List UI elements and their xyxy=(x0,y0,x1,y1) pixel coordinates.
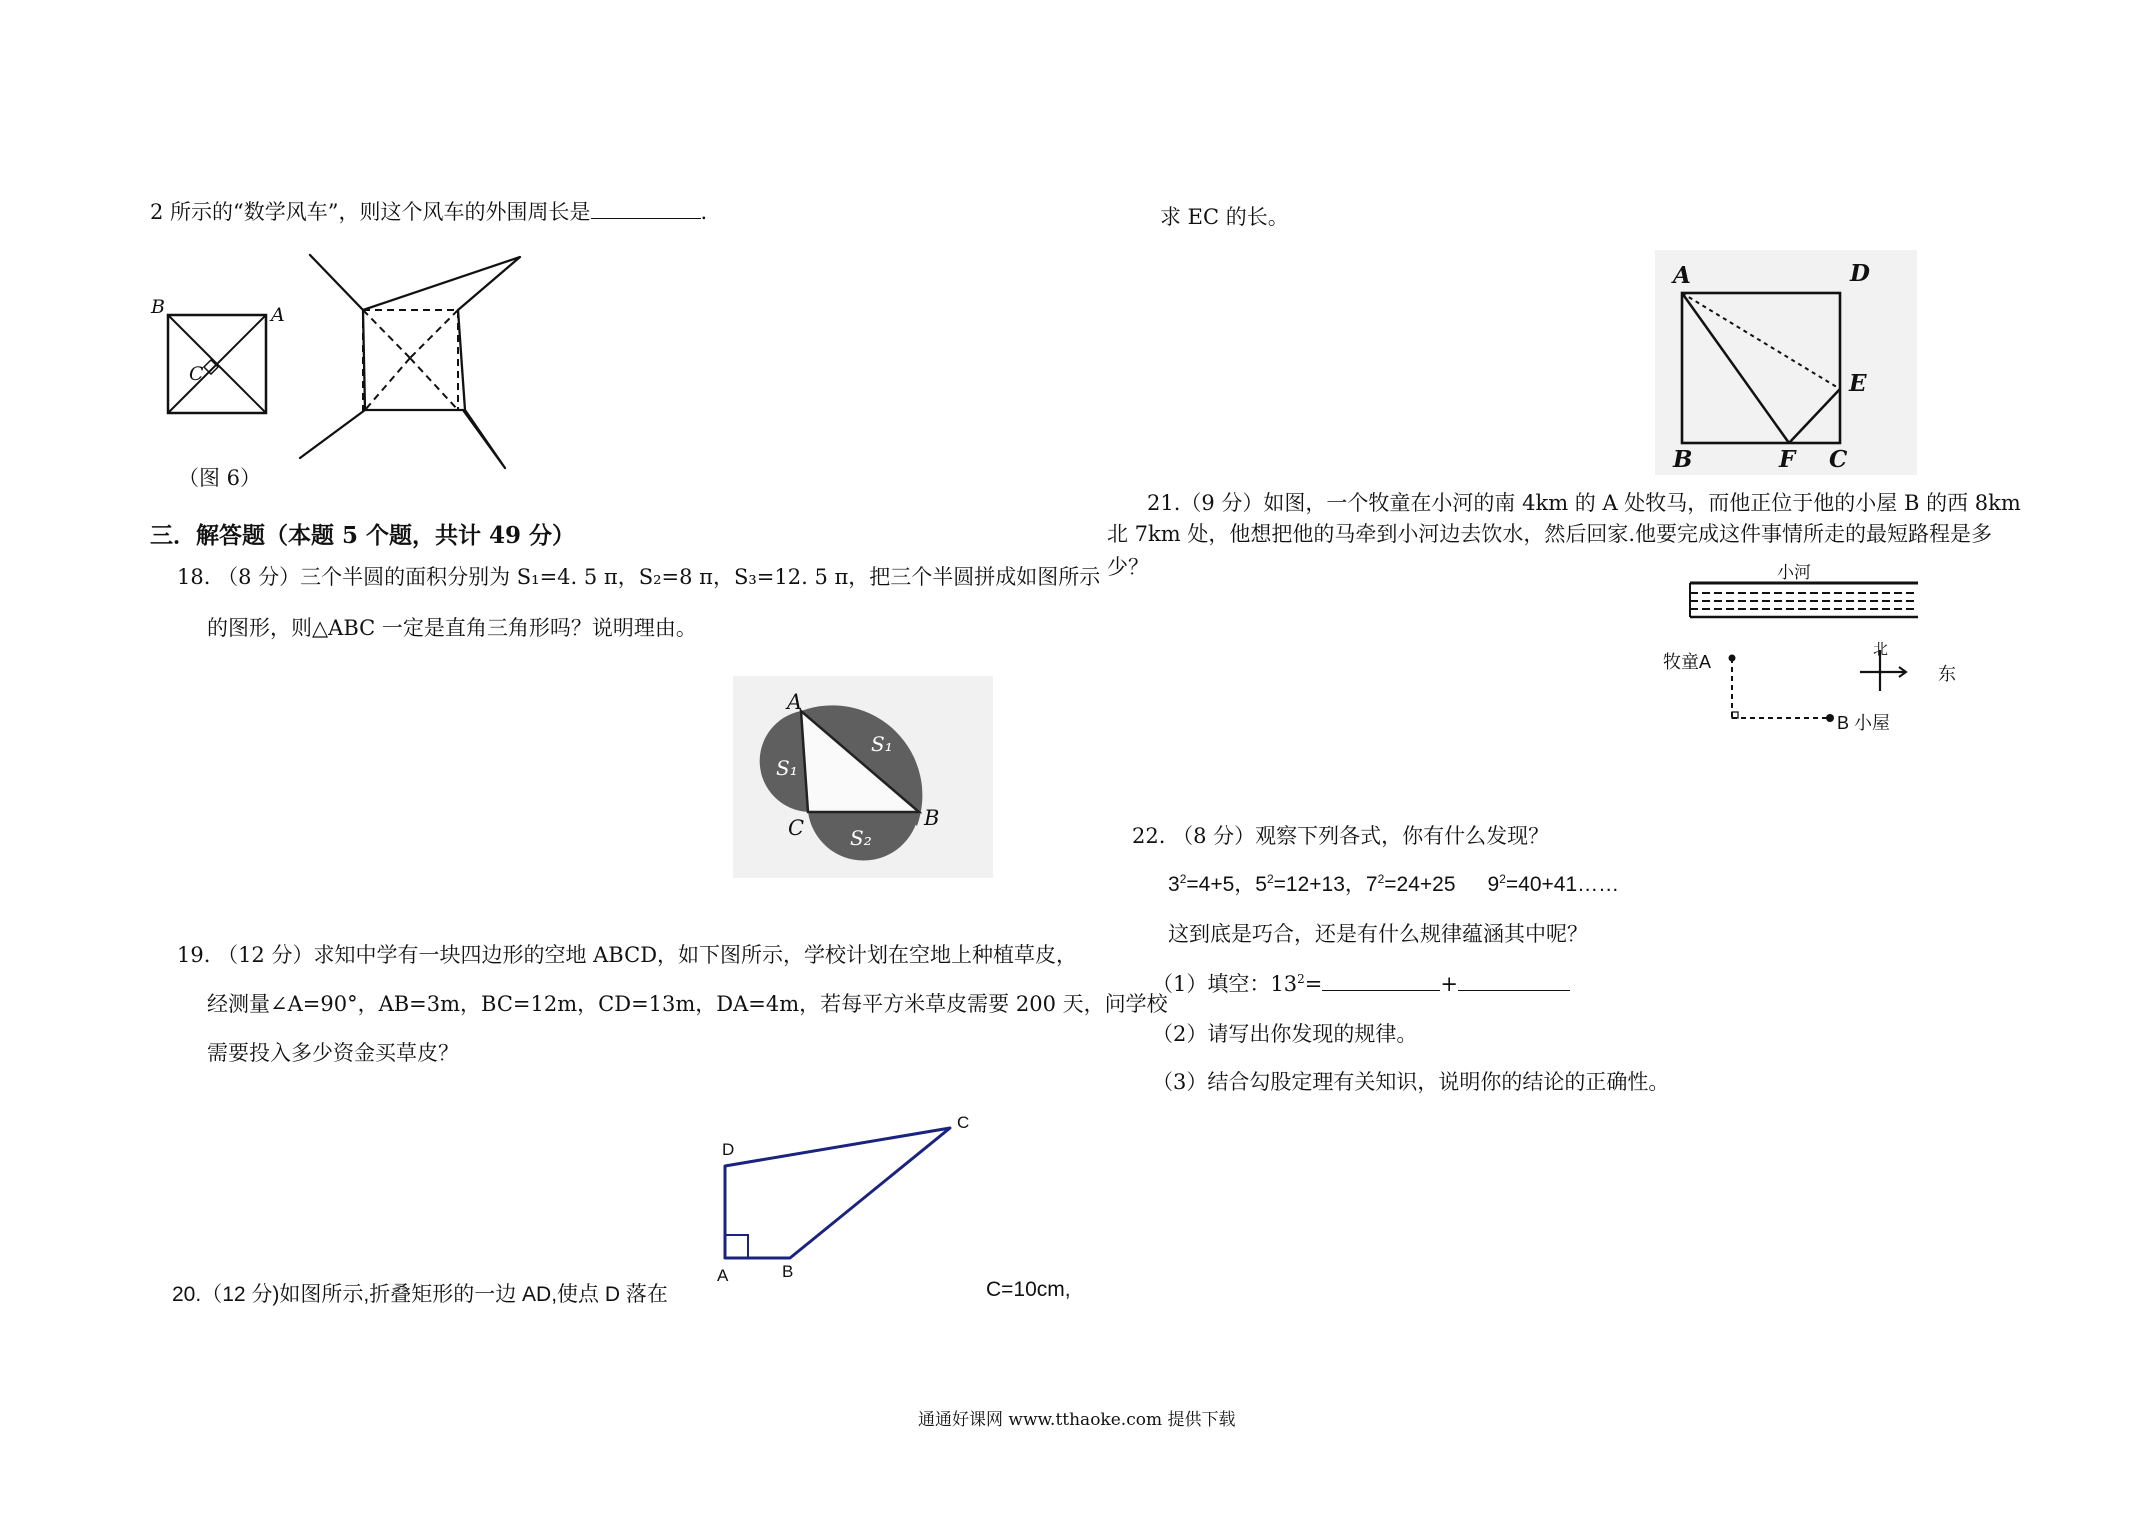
q22-eq-sup: 2 xyxy=(1377,872,1385,886)
q22-line3: 这到底是巧合，还是有什么规律蕴涵其中呢？ xyxy=(1168,922,1588,946)
q21-line2: 北 7km 处，他想把他的马牵到小河边去饮水，然后回家.他要完成这件事情所走的最短路程是多 xyxy=(1107,522,1993,546)
figure-6-square xyxy=(150,300,280,430)
q22-eq-part: 3 xyxy=(1168,873,1180,896)
q17-text-line xyxy=(150,196,707,226)
q21-fig-shepherd-label: 牧童A xyxy=(1663,652,1712,672)
q20-text: 20.（12 分)如图所示,折叠矩形的一边 AD,使点 D 落在 xyxy=(172,1283,668,1306)
q18-fig-label-c: C xyxy=(788,816,805,840)
fig6-label-a: A xyxy=(271,304,285,326)
q19-line3: 需要投入多少资金买草皮？ xyxy=(207,1041,459,1065)
q21-fig-river-label: 小河 xyxy=(1777,563,1811,582)
q20-fig-label-c: C xyxy=(1829,446,1848,473)
q17-text: 2 所示的“数学风车”，则这个风车的外围周长是 xyxy=(150,200,591,224)
q22-sub1-sup: 2 xyxy=(1297,972,1305,986)
q19-line1: 19. （12 分）求知中学有一块四边形的空地 ABCD，如下图所示，学校计划在空地上种植草皮， xyxy=(177,943,1078,967)
q19-line2: 经测量∠A=90°，AB=3m，BC=12m，CD=13m，DA=4m，若每平方米草皮需要 200 天，问学校 xyxy=(207,992,1168,1016)
q21-fig-east-label: 东 xyxy=(1938,664,1956,684)
q22-eq-part: 9 xyxy=(1487,873,1500,896)
q19-fig-label-a: A xyxy=(717,1266,729,1285)
q22-eq-part: =12+13，7 xyxy=(1273,873,1378,896)
q22-equations xyxy=(1168,868,1619,898)
q22-eq-sup: 2 xyxy=(1499,872,1506,886)
q22-sub1-blank-1[interactable] xyxy=(1322,970,1440,991)
q22-sub1-prefix: （1）填空：13 xyxy=(1152,972,1298,996)
q21-river-figure xyxy=(1680,575,1980,735)
q22-sub1-blank-2[interactable] xyxy=(1458,970,1570,991)
figure-6-windmill xyxy=(290,250,530,480)
q20-fig-label-d: D xyxy=(1850,260,1870,287)
fig6-label-b: B xyxy=(151,296,165,318)
svg-text:北: 北 xyxy=(1873,640,1889,658)
q22-sub3: （3）结合勾股定理有关知识，说明你的结论的正确性。 xyxy=(1152,1070,1670,1094)
q19-fig-label-b: B xyxy=(782,1262,794,1281)
q22-sub1-plus: + xyxy=(1440,972,1458,996)
q22-eq-sup: 2 xyxy=(1266,872,1274,886)
q22-eq-part: =4+5，5 xyxy=(1186,873,1267,896)
q18-fig-label-b: B xyxy=(924,806,940,830)
q22-sub2: （2）请写出你发现的规律。 xyxy=(1152,1022,1418,1046)
q21-line1: 21.（9 分）如图，一个牧童在小河的南 4km 的 A 处牧马，而他正位于他的小屋 B 的西 8km xyxy=(1147,491,2021,515)
q18-fig-label-a: A xyxy=(787,690,803,714)
q22-sub1 xyxy=(1152,968,1570,998)
q21-fig-house-label: B 小屋 xyxy=(1837,713,1891,733)
q18-fig-label-s1-left: S₁ xyxy=(776,756,798,780)
q18-line2: 的图形，则△ABC 一定是直角三角形吗？说明理由。 xyxy=(207,616,697,640)
q19-fig-label-d: D xyxy=(722,1140,735,1159)
q21-line3: 少？ xyxy=(1107,555,1149,579)
q20-fig-label-a: A xyxy=(1673,262,1691,289)
q22-eq-part: =40+41…… xyxy=(1505,873,1620,896)
fig6-label-c: C xyxy=(189,363,204,385)
q20-fig-label-e: E xyxy=(1849,370,1867,397)
q18-line1: 18. （8 分）三个半圆的面积分别为 S₁=4. 5 π，S₂=8 π，S₃=12. 5 π，把三个半圆拼成如图所示 xyxy=(177,565,1101,589)
q18-fig-label-s1-right: S₁ xyxy=(871,732,893,756)
q22-line1: 22. （8 分）观察下列各式，你有什么发现？ xyxy=(1132,824,1550,848)
q22-sub1-eq: = xyxy=(1304,972,1323,996)
q20-tail: C=10cm, xyxy=(986,1278,1071,1301)
q20-fig-label-f: F xyxy=(1779,446,1796,473)
q17-period: . xyxy=(700,200,708,224)
section3-heading: 三．解答题（本题 5 个题，共计 49 分） xyxy=(150,522,576,549)
q19-quadrilateral-figure xyxy=(700,1100,1000,1280)
fig6-caption: （图 6） xyxy=(178,466,262,490)
q19-fig-label-c: C xyxy=(957,1113,970,1132)
q17-answer-blank[interactable] xyxy=(591,198,701,219)
q20-rectangle-figure xyxy=(1655,250,1917,475)
q22-eq-part: =24+25 xyxy=(1384,873,1456,896)
q20-continued: 求 EC 的长。 xyxy=(1160,205,1289,229)
q18-fig-label-s2: S₂ xyxy=(850,826,872,850)
page-footer: 通通好课网 www.tthaoke.com 提供下载 xyxy=(918,1410,1236,1430)
q20-fig-label-b: B xyxy=(1673,446,1693,473)
q22-eq-sup: 2 xyxy=(1179,872,1187,886)
